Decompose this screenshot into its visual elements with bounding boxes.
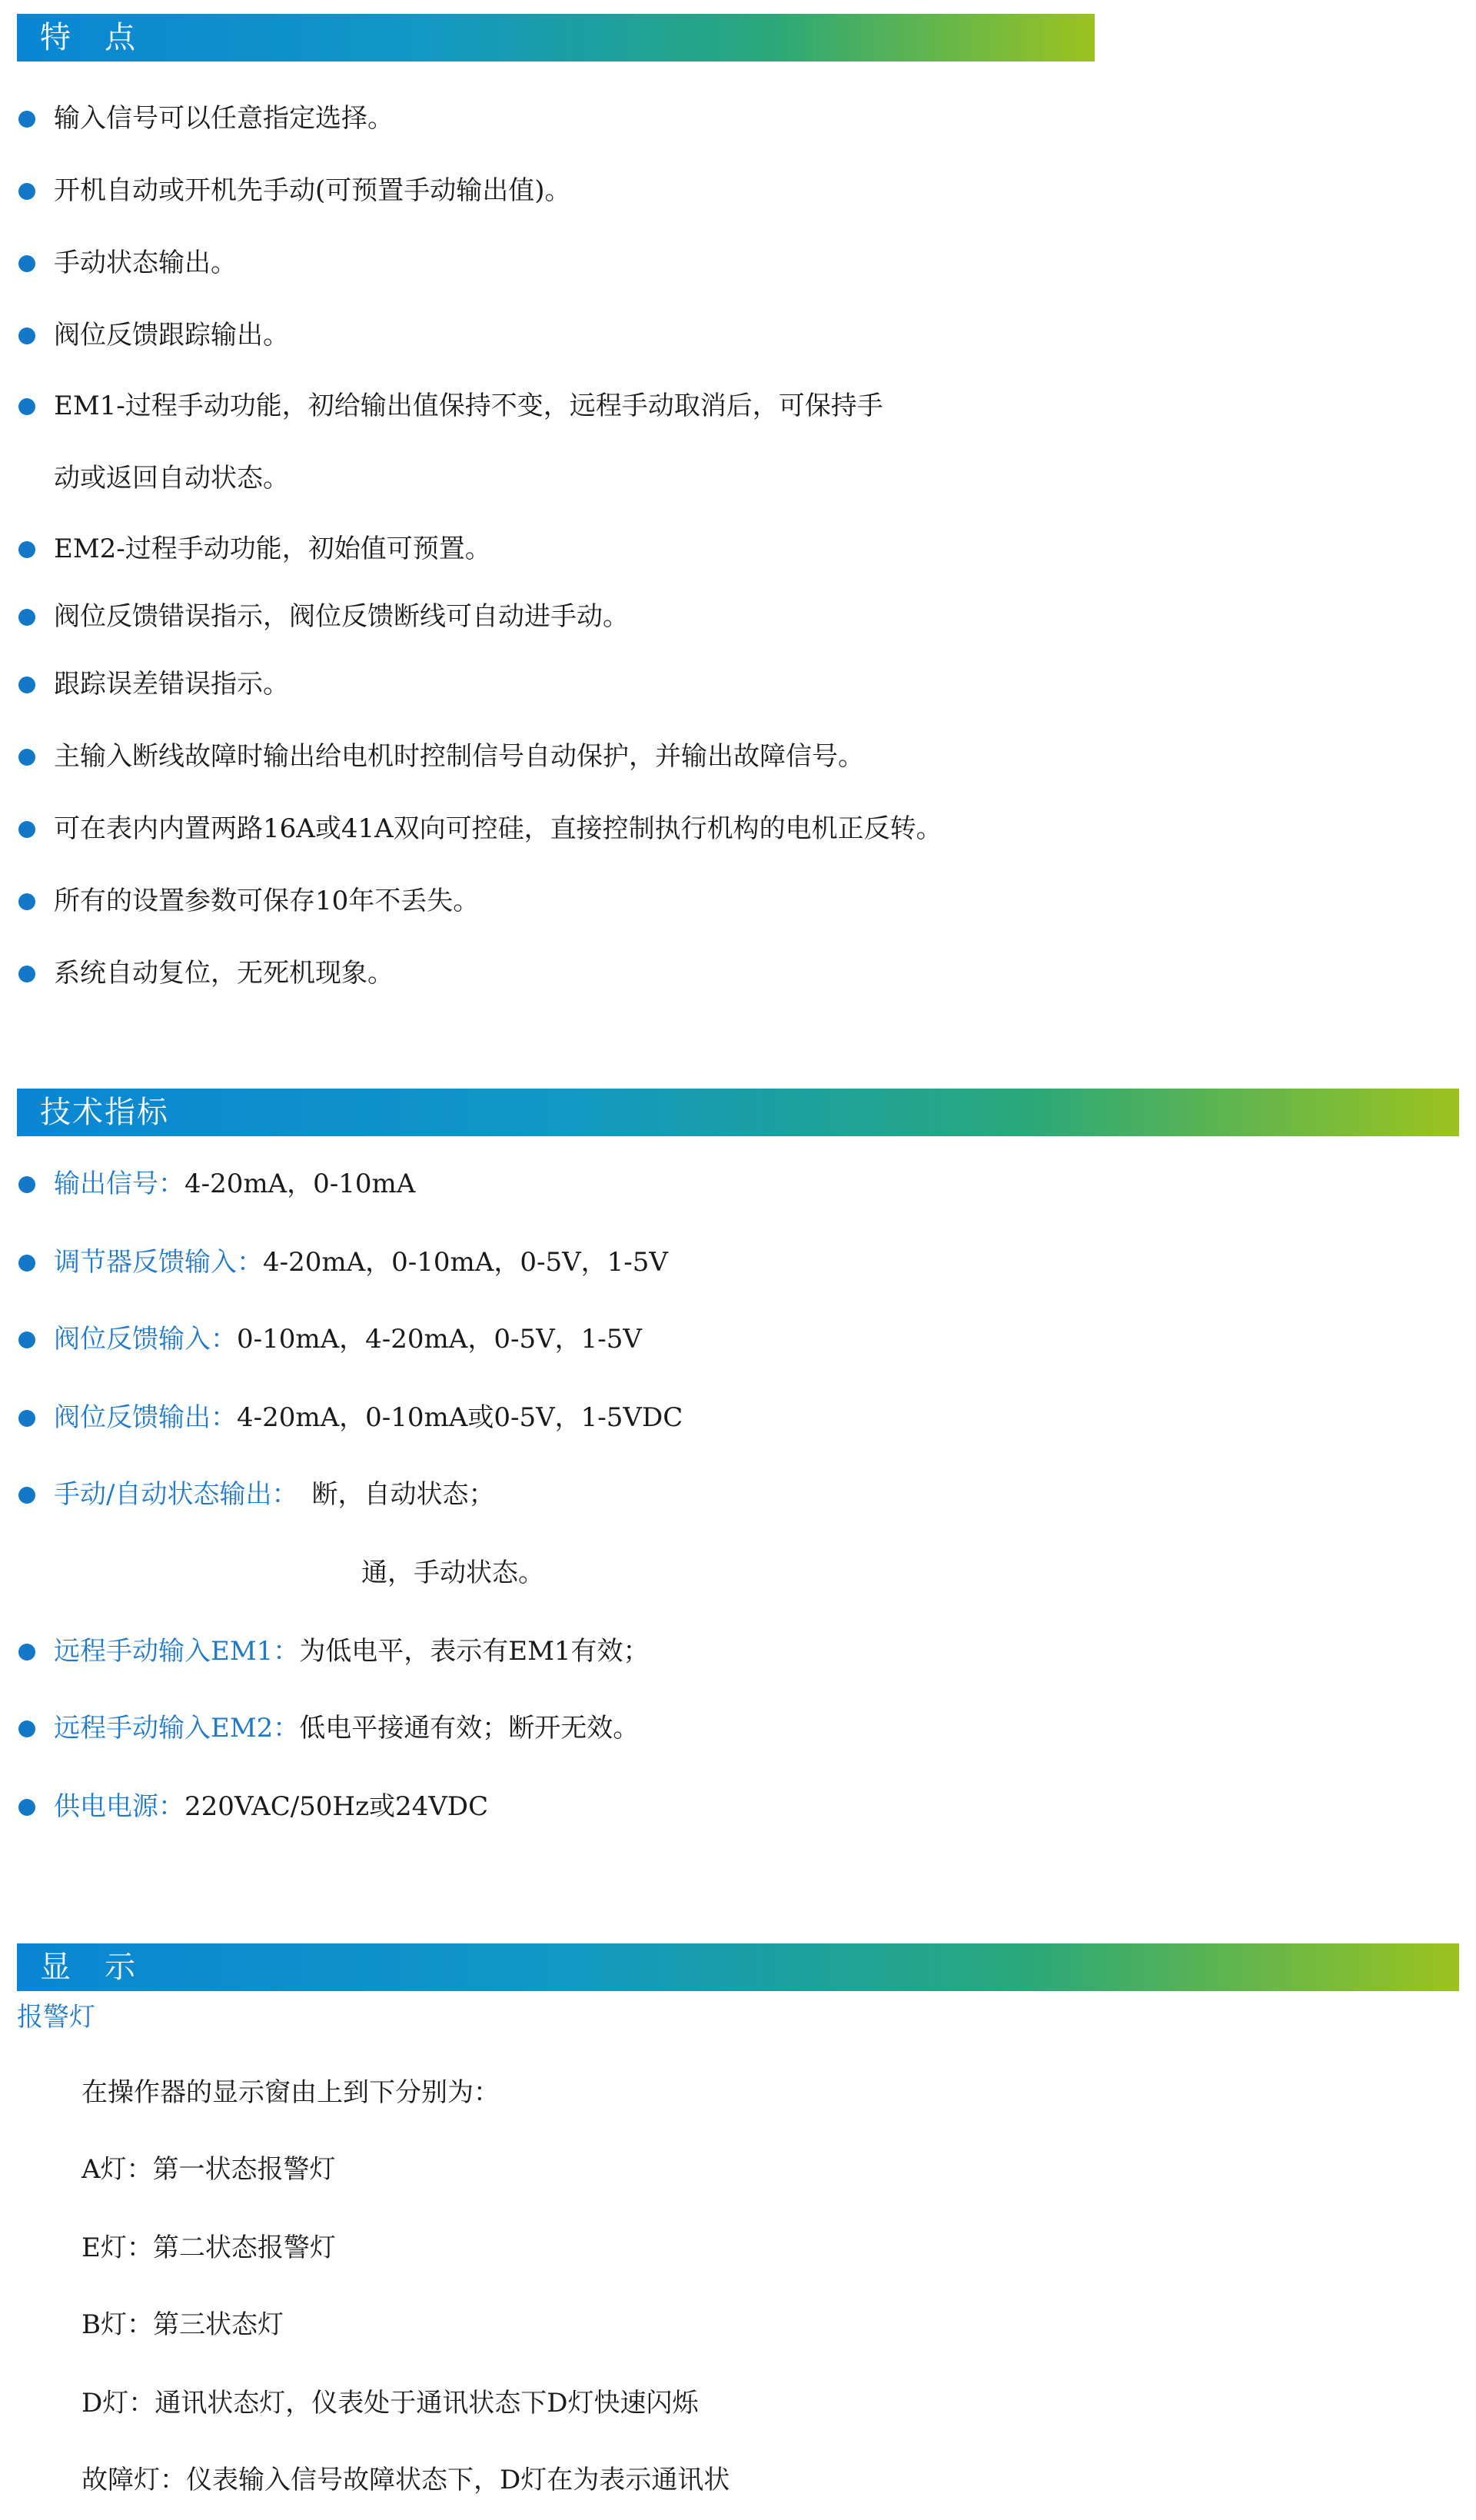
bullet-icon <box>18 1176 35 1193</box>
spec-value: 断，自动状态； <box>311 1479 495 1510</box>
bullet-icon <box>18 677 35 693</box>
spec-label: 供电电源： <box>54 1791 184 1822</box>
spec-value: 为低电平，表示有EM1有效； <box>299 1636 650 1667</box>
bullet-icon <box>18 1720 35 1737</box>
bullet-icon <box>18 893 35 910</box>
bullet-icon <box>18 1799 35 1816</box>
spec-label: 远程手动输入EM2： <box>54 1713 300 1744</box>
specs-section-header <box>17 1089 1459 1136</box>
spec-label: 阀位反馈输出： <box>54 1402 237 1433</box>
spec-value: 4-20mA，0-10mA或0-5V，1-5VDC <box>237 1402 683 1433</box>
specs-section-title: 技术指标 <box>40 1095 169 1130</box>
bullet-icon <box>18 398 35 415</box>
spec-label: 远程手动输入EM1： <box>54 1636 300 1667</box>
display-line: 故障灯：仪表输入信号故障状态下，D灯在为表示通讯状 <box>81 2465 730 2495</box>
spec-value: 4-20mA，0-10mA <box>184 1169 416 1199</box>
bullet-icon <box>18 966 35 982</box>
spec-label: 输出信号： <box>54 1169 184 1199</box>
display-line: B灯：第三状态灯 <box>81 2309 284 2340</box>
spec-value: 4-20mA，0-10mA，0-5V，1-5V <box>263 1247 668 1278</box>
spec-label: 调节器反馈输入： <box>54 1247 263 1278</box>
spec-value: 220VAC/50Hz或24VDC <box>184 1791 489 1822</box>
bullet-icon <box>18 1487 35 1504</box>
bullet-icon <box>18 1644 35 1661</box>
bullet-icon <box>18 1331 35 1348</box>
bullet-icon <box>18 609 35 626</box>
display-section-title: 显 示 <box>40 1950 137 1985</box>
display-line: 在操作器的显示窗由上到下分别为： <box>81 2077 500 2108</box>
spec-value: 低电平接通有效；断开无效。 <box>299 1713 640 1744</box>
spec-value: 0-10mA，4-20mA，0-5V，1-5V <box>237 1324 642 1355</box>
bullet-icon <box>18 821 35 838</box>
bullet-icon <box>18 111 35 128</box>
bullet-icon <box>18 255 35 272</box>
features-section-title: 特 点 <box>40 20 137 55</box>
bullet-icon <box>18 327 35 344</box>
bullet-icon <box>18 1410 35 1427</box>
display-line: D灯：通讯状态灯，仪表处于通讯状态下D灯快速闪烁 <box>81 2388 699 2419</box>
alarm-light-subheading: 报警灯 <box>17 2002 95 2033</box>
bullet-icon <box>18 183 35 200</box>
bullet-icon <box>18 1255 35 1272</box>
spec-label: 阀位反馈输入： <box>54 1324 237 1355</box>
bullet-icon <box>18 749 35 766</box>
display-line: A灯：第一状态报警灯 <box>81 2154 336 2185</box>
display-section-header <box>17 1943 1459 1991</box>
spec-label: 手动/自动状态输出： <box>54 1479 298 1510</box>
display-line: E灯：第二状态报警灯 <box>81 2232 336 2263</box>
features-section-header <box>17 14 1095 62</box>
bullet-icon <box>18 541 35 558</box>
spec-item-continuation: 通，手动状态。 <box>361 1558 544 1588</box>
